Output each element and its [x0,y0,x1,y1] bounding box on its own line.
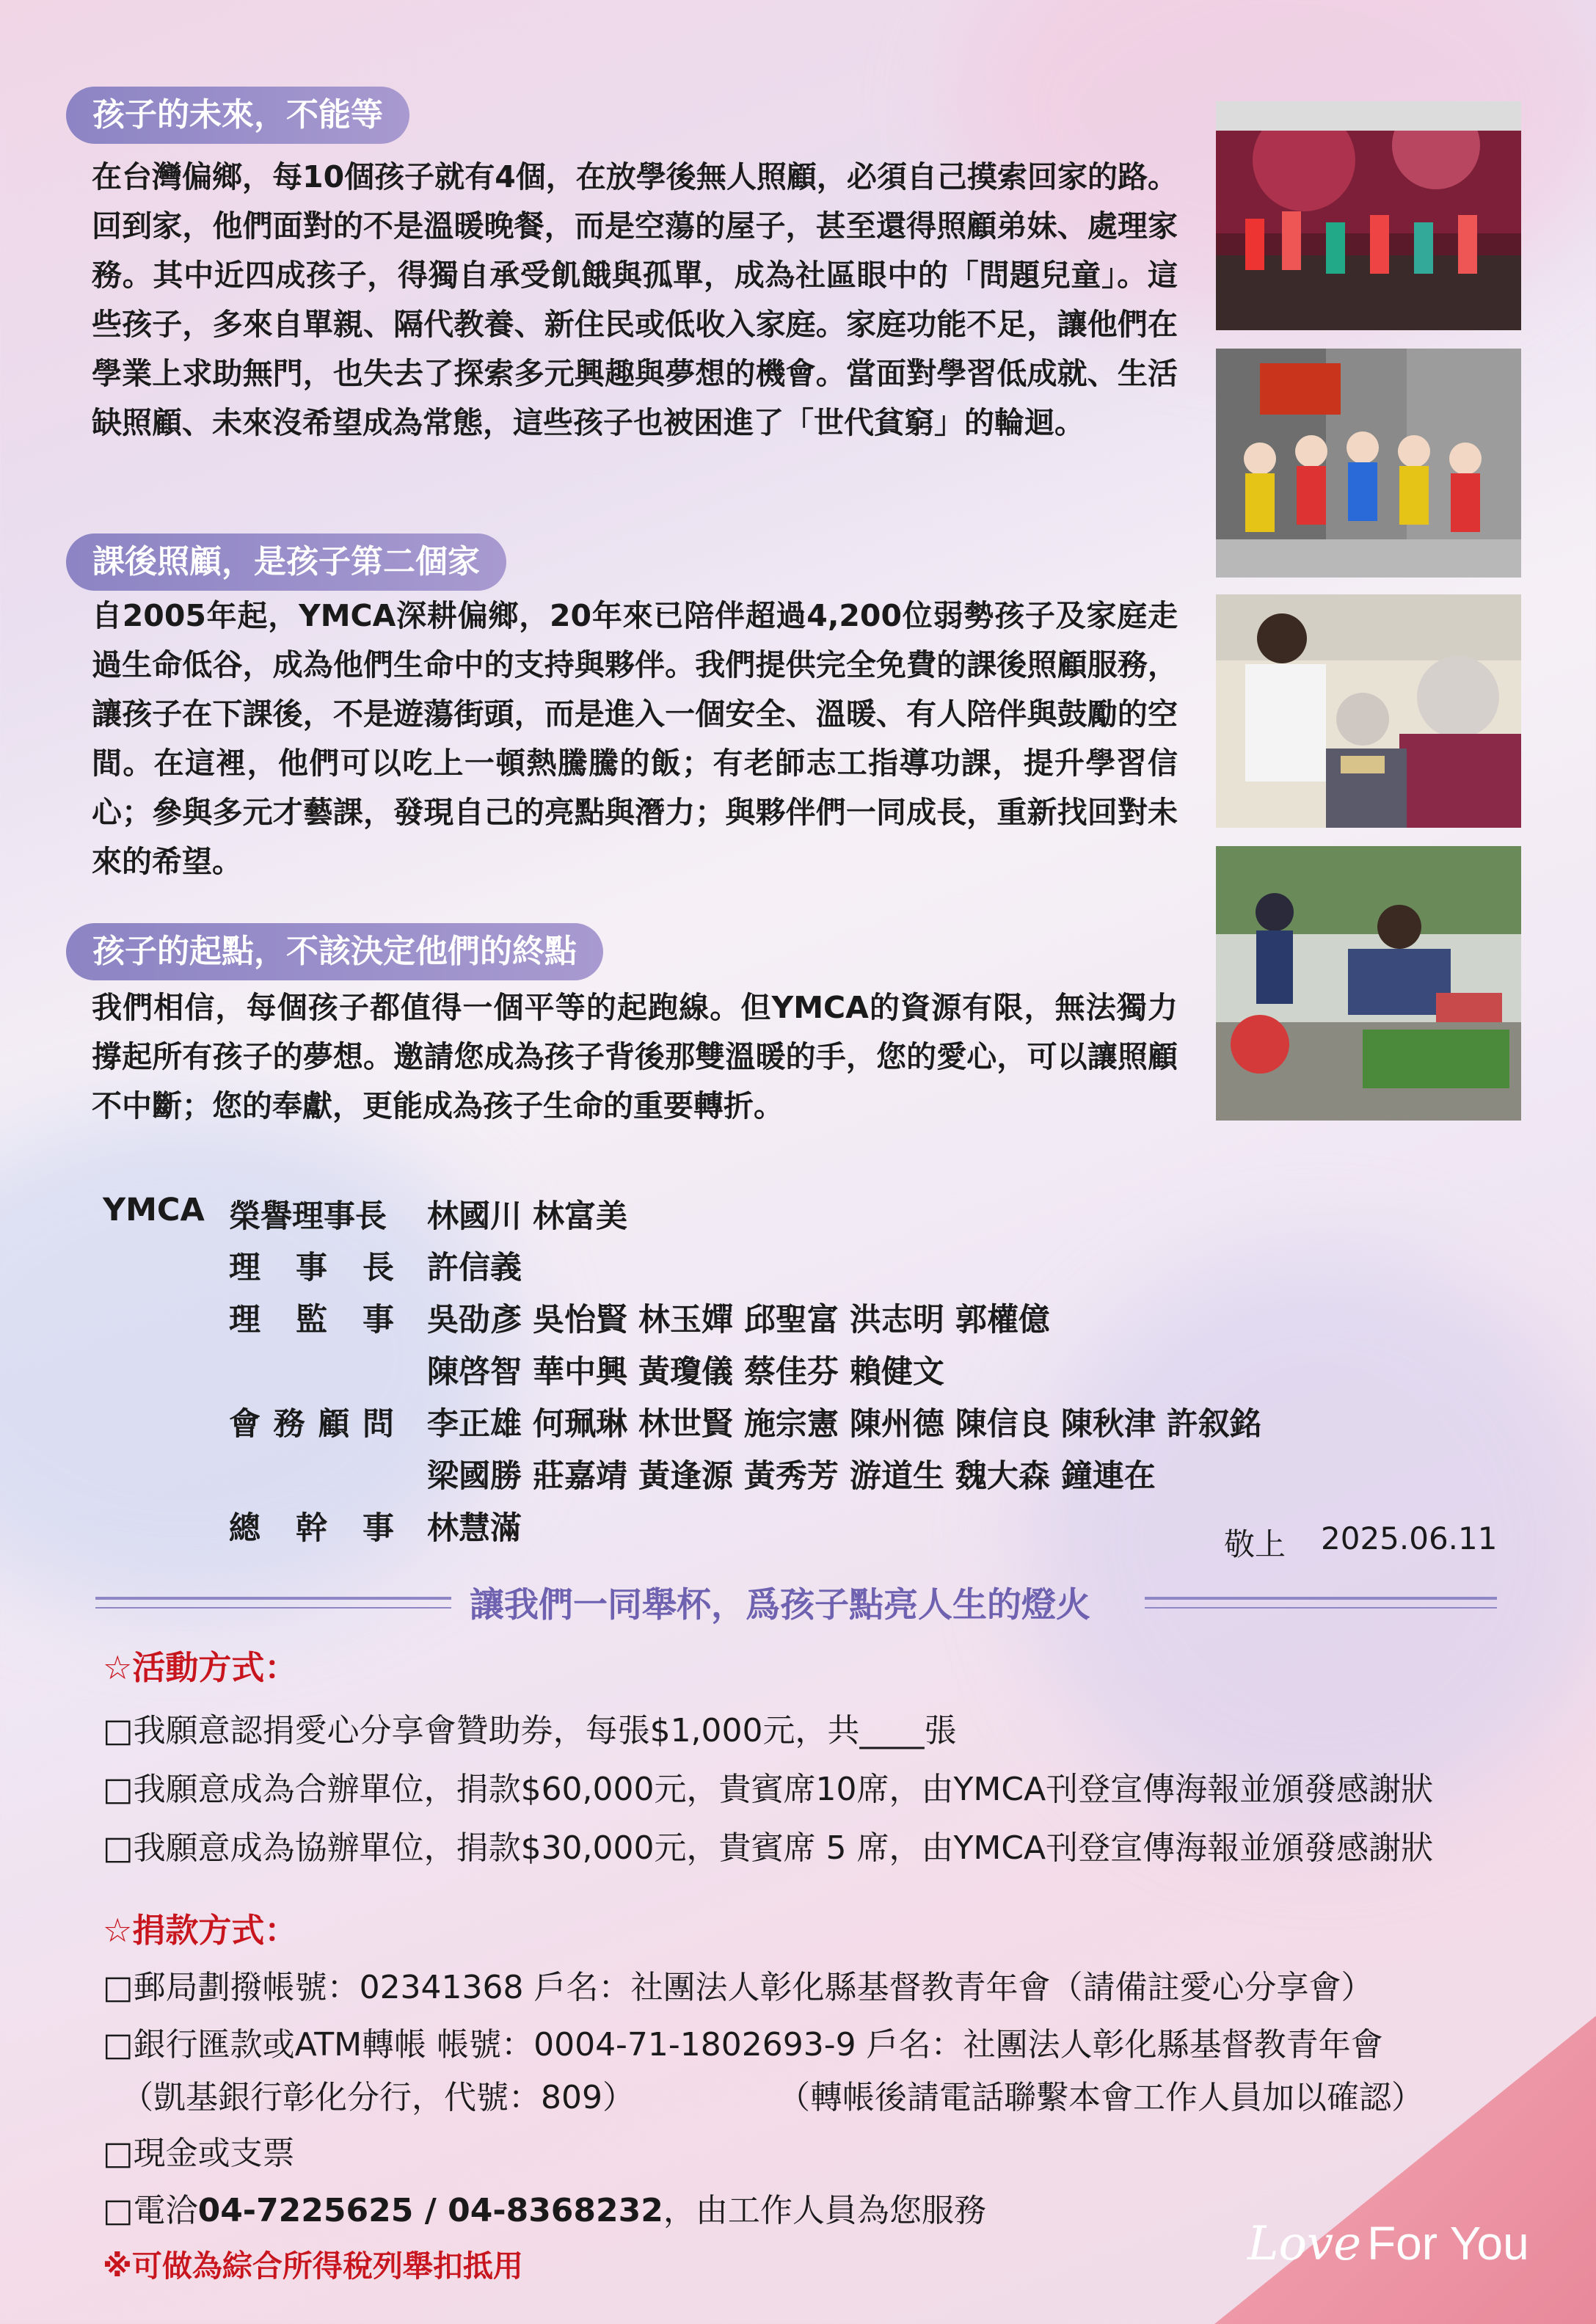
activity-option-co-host[interactable]: □我願意成為合辦單位，捐款$60,000元，貴賓席10席，由YMCA刊登宣傳海報並頒發感謝狀 [103,1771,1434,1808]
love-for-you-logo [1247,2216,1529,2271]
date: 2025.06.11 [1321,1520,1498,1556]
tagline: 讓我們一同舉杯，爲孩子點亮人生的燈火 [470,1585,1090,1625]
divider-left [95,1597,451,1600]
stage-performance-photo [1216,101,1521,330]
board-names-line2: 陳啓智 華中興 黃瓊儀 蔡佳芬 賴健文 [427,1354,944,1391]
gm-label: 總 幹 事 [229,1510,394,1547]
donation-bank-note: （轉帳後請電話聯繫本會工作人員加以確認） [778,2079,1424,2116]
section-body-afterschool: 自2005年起，YMCA深耕偏鄉，20年來已陪伴超過4,200位弱勢孩子及家庭走過生命低谷，成為他們生命中的支持與夥伴。我們提供完全免費的課後照顧服務，讓孩子在下課後，不是遊蕩街頭，而是進入一個安全、溫暖、有人陪伴與鼓勵的空間。在這裡，他們可以吃上一頓熱騰騰的飯；有老師志工指導功課，提升學習信心；參與多元才藝課，發現自己的亮點與潛力；與夥伴們一同成長，重新找回對未來的希望。 [92,598,1178,879]
tax-note: ※可做為綜合所得稅列舉扣抵用 [103,2248,523,2284]
donation-postal[interactable]: □郵局劃撥帳號：02341368 戶名：社團法人彰化縣基督教青年會（請備註愛心分享會） [103,1969,1374,2006]
chair-label: 理 事 長 [229,1250,394,1286]
divider-right-thin [1145,1607,1497,1609]
chair-names: 許信義 [427,1250,522,1286]
honorary-chair-names: 林國川 林富美 [427,1198,627,1235]
board-label: 理 監 事 [229,1302,394,1338]
phone-numbers: 04-7225625 / 04-8368232 [197,2192,663,2229]
advisor-names-line2: 梁國勝 莊嘉靖 黃逢源 黃秀芳 游道生 魏大森 鐘連在 [427,1458,1156,1495]
org-name: YMCA [103,1192,205,1228]
donation-bank[interactable]: □銀行匯款或ATM轉帳 帳號：0004-71-1802693-9 戶名：社團法人彰化縣基督教青年會 [103,2026,1383,2063]
donation-bank-branch: （凱基銀行彰化分行，代號：809） [121,2079,635,2116]
signoff: 敬上 [1224,1526,1286,1562]
logo-script: Love [1247,2217,1362,2271]
section-heading-future: 孩子的未來，不能等 [66,87,409,144]
vegetable-garden-photo [1216,846,1521,1121]
activity-option-co-organizer[interactable]: □我願意成為協辦單位，捐款$30,000元，貴賓席 5 席，由YMCA刊登宣傳海報並頒發感謝狀 [103,1829,1434,1867]
advisor-names-line1: 李正雄 何珮琳 林世賢 施宗憲 陳州德 陳信良 陳秋津 許叙銘 [427,1406,1261,1443]
activity-option-ticket[interactable]: □我願意認捐愛心分享會贊助券，每張$1,000元，共____張 [103,1712,957,1749]
honorary-chair-label: 榮譽理事長 [229,1198,387,1235]
divider-right [1145,1597,1497,1600]
section-body-future: 在台灣偏鄉，每10個孩子就有4個，在放學後無人照顧，必須自己摸索回家的路。回到家，他們面對的不是溫暖晚餐，而是空蕩的屋子，甚至還得照顧弟妹、處理家務。其中近四成孩子，得獨自承受飢餓與孤單，成為社區眼中的「問題兒童」。這些孩子，多來自單親、隔代教養、新住民或低收入家庭。家庭功能不足，讓他們在學業上求助無門，也失去了探索多元興趣與夢想的機會。當面對學習低成就、生活缺照顧、未來沒希望成為常態，這些孩子也被困進了「世代貧窮」的輪迴。 [92,159,1178,440]
donation-phone[interactable]: □電洽04-7225625 / 04-8368232，由工作人員為您服務 [103,2192,986,2229]
advisor-label: 會 務 顧 問 [229,1406,394,1443]
section-heading-afterschool: 課後照顧，是孩子第二個家 [66,533,506,591]
gm-names: 林慧滿 [427,1510,522,1547]
donation-heading: ☆捐款方式： [103,1911,298,1950]
divider-left-thin [95,1607,451,1609]
donation-cash[interactable]: □現金或支票 [103,2135,295,2172]
board-names-line1: 吳劭彥 吳怡賢 林玉嬋 邱聖富 洪志明 郭權億 [427,1302,1050,1338]
children-christmas-hats-photo [1216,349,1521,578]
bg-blob [1027,1247,1596,1835]
section-heading-starting-point: 孩子的起點，不該決定他們的終點 [66,923,603,980]
activity-heading: ☆活動方式： [103,1648,298,1687]
elderly-care-photo [1216,594,1521,828]
logo-text: For You [1367,2217,1529,2270]
section-body-starting-point: 我們相信，每個孩子都值得一個平等的起跑線。但YMCA的資源有限，無法獨力撐起所有孩子的夢想。邀請您成為孩子背後那雙溫暖的手，您的愛心，可以讓照顧不中斷；您的奉獻，更能成為孩子生命的重要轉折。 [92,990,1178,1123]
